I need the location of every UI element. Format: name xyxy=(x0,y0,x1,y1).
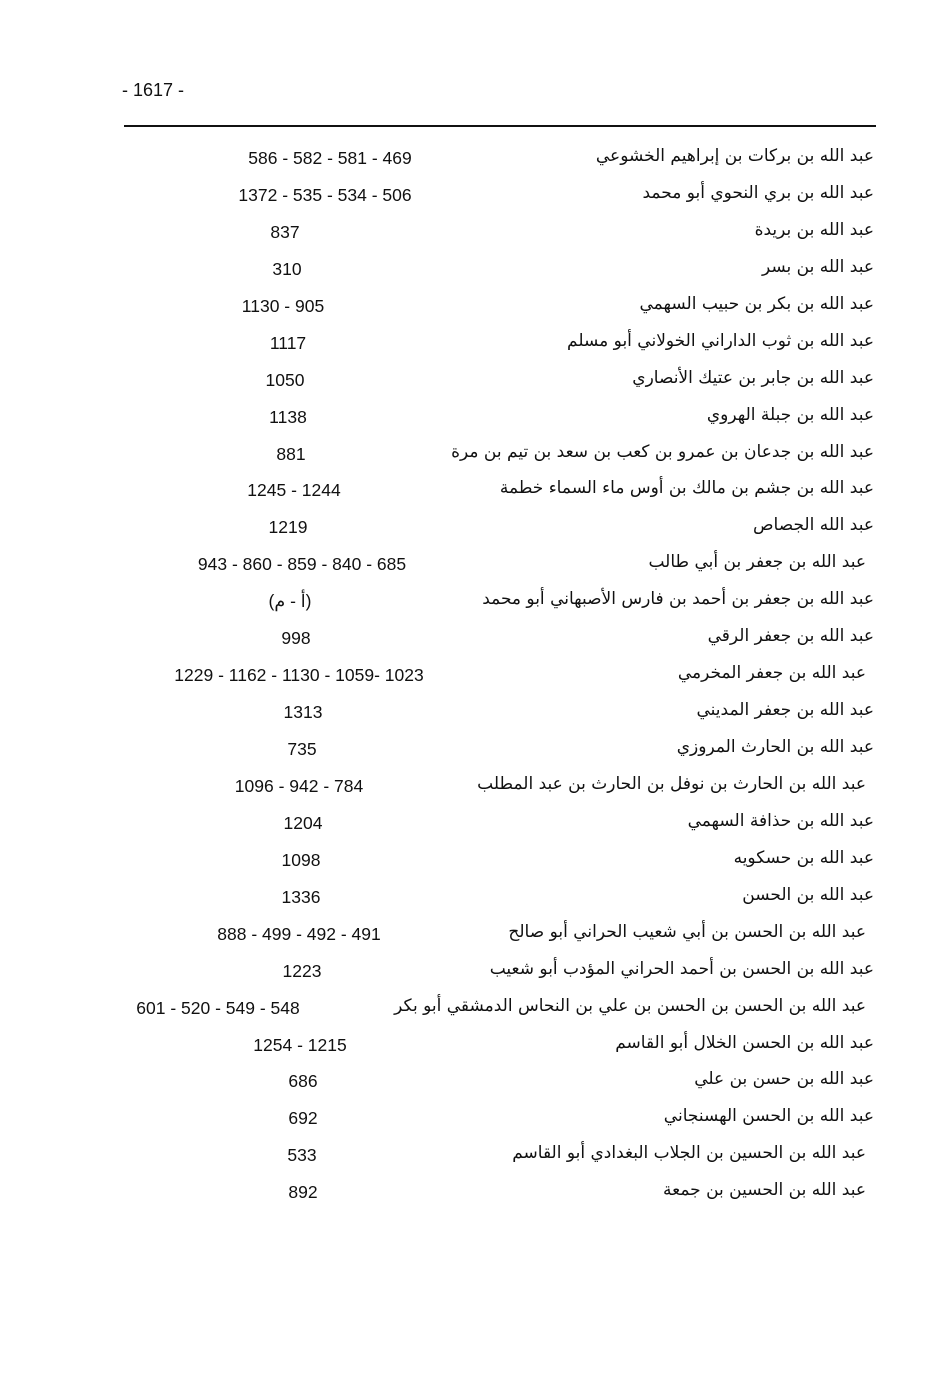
index-entry xyxy=(0,583,950,620)
entry-pages: 1050 xyxy=(265,369,305,390)
entry-name: عبد الله بن حسكويه xyxy=(733,847,874,868)
entry-name: عبد الله بن حسن بن علي xyxy=(694,1069,874,1090)
index-entry xyxy=(0,657,950,694)
entry-name: عبد الله بن الحسن xyxy=(742,884,874,905)
entry-pages: 735 xyxy=(287,739,317,759)
entry-pages: 1336 xyxy=(281,886,321,907)
entry-pages: 943 - 860 - 859 - 840 - 685 xyxy=(197,554,407,575)
entry-name: عبد الله بن الحسين بن جمعة xyxy=(663,1180,866,1201)
entry-pages: 998 xyxy=(281,628,311,649)
entry-pages: 1254 - 1215 xyxy=(253,1034,347,1055)
entry-pages: 1245 - 1244 xyxy=(247,480,341,501)
entry-pages: 692 xyxy=(288,1108,318,1129)
index-entry xyxy=(0,990,950,1027)
index-entry xyxy=(0,953,950,990)
entry-name: عبد الله بن جبلة الهروي xyxy=(706,404,874,425)
entry-name: عبد الله بن الحسن بن أبي شعيب الحراني أبو صالح xyxy=(508,921,866,942)
entry-name: عبد الله بن بركات بن إبراهيم الخشوعي xyxy=(595,146,874,166)
index-entry xyxy=(0,177,950,214)
entry-pages: 1117 xyxy=(269,332,307,353)
index-entry xyxy=(0,768,950,805)
index-entry xyxy=(0,731,950,768)
entry-pages: 1138 xyxy=(269,406,307,427)
entry-pages: 601 - 520 - 549 - 548 xyxy=(136,997,300,1018)
entry-name: عبد الله بن حذافة السهمي xyxy=(687,810,874,831)
entry-name: عبد الله بن الحسن الخلال أبو القاسم xyxy=(615,1032,874,1053)
index-entry xyxy=(0,509,950,546)
entry-name: عبد الله بن بسر xyxy=(761,256,874,277)
index-entry xyxy=(0,472,950,509)
entry-pages: 1223 xyxy=(282,960,322,981)
index-entries xyxy=(0,140,950,1211)
entry-name: عبد الله بن جعفر بن أحمد بن فارس الأصبهاني أبو محمد xyxy=(482,589,874,610)
entry-name: عبد الله بن جدعان بن عمرو بن كعب بن سعد بن تيم بن مرة xyxy=(451,441,874,462)
entry-pages: 586 - 582 - 581 - 469 xyxy=(248,148,412,168)
index-entry xyxy=(0,842,950,879)
index-entry xyxy=(0,1174,950,1211)
index-entry xyxy=(0,140,950,177)
entry-name: عبد الله بن جشم بن مالك بن أوس ماء السماء خطمة xyxy=(499,478,874,499)
entry-name: عبد الله بن جعفر المخرمي xyxy=(677,663,866,684)
entry-pages: 892 xyxy=(288,1182,318,1203)
entry-pages: 686 xyxy=(288,1071,318,1092)
entry-pages: 1204 xyxy=(283,812,323,833)
entry-name: عبد الله بن الحارث بن نوفل بن الحارث بن عبد المطلب xyxy=(477,773,866,794)
entry-pages: 881 xyxy=(276,443,306,464)
entry-pages: 310 xyxy=(272,258,302,279)
entry-pages: 1229 - 1162 - 1130 - 1059- 1023 xyxy=(174,665,424,686)
entry-name: عبد الله بن جابر بن عتيك الأنصاري xyxy=(632,367,874,388)
entry-name: عبد الله بن الحسن بن أحمد الحراني المؤدب أبو شعيب xyxy=(489,958,874,979)
index-entry xyxy=(0,1063,950,1100)
entry-pages: 1130 - 905 xyxy=(241,295,325,316)
entry-name: عبد الله الجصاص xyxy=(752,515,874,536)
entry-name: عبد الله بن بري النحوي أبو محمد xyxy=(642,182,874,203)
entry-name: عبد الله بن بكر بن حبيب السهمي xyxy=(639,293,874,314)
index-entry xyxy=(0,694,950,731)
page-number: - 1617 - xyxy=(122,80,185,100)
index-entry xyxy=(0,399,950,436)
index-entry xyxy=(0,1137,950,1174)
index-entry xyxy=(0,362,950,399)
entry-pages: 1098 xyxy=(281,849,321,870)
entry-name: عبد الله بن جعفر المديني xyxy=(696,700,874,721)
index-entry xyxy=(0,251,950,288)
entry-pages: 1096 - 942 - 784 xyxy=(234,775,364,796)
entry-pages: 888 - 499 - 492 - 491 xyxy=(217,923,381,944)
header-rule xyxy=(124,125,876,127)
entry-name: عبد الله بن ثوب الداراني الخولاني أبو مسلم xyxy=(567,330,874,351)
entry-name: عبد الله بن الحسن بن الحسن بن علي بن النحاس الدمشقي أبو بكر xyxy=(394,995,866,1016)
entry-name: عبد الله بن الحسين بن الجلاب البغدادي أبو القاسم xyxy=(512,1143,866,1164)
entry-pages: 837 xyxy=(270,221,300,242)
entry-name: عبد الله بن بريدة xyxy=(754,219,874,240)
index-entry xyxy=(0,436,950,473)
index-entry xyxy=(0,916,950,953)
index-entry xyxy=(0,546,950,583)
entry-name: عبد الله بن الحسن الهسنجاني xyxy=(663,1106,874,1127)
entry-pages: 533 xyxy=(287,1145,317,1166)
index-entry xyxy=(0,214,950,251)
entry-name: عبد الله بن جعفر بن أبي طالب xyxy=(648,552,866,573)
index-entry xyxy=(0,1100,950,1137)
index-entry xyxy=(0,325,950,362)
entry-pages: 1219 xyxy=(268,517,308,538)
index-entry xyxy=(0,879,950,916)
index-entry xyxy=(0,1027,950,1064)
entry-pages: 1372 - 535 - 534 - 506 xyxy=(238,184,412,205)
entry-pages: 1313 xyxy=(283,702,323,723)
entry-name: عبد الله بن الحارث المروزي xyxy=(676,737,874,757)
index-entry xyxy=(0,288,950,325)
index-entry xyxy=(0,805,950,842)
entry-pages: (أ - م) xyxy=(268,591,312,612)
entry-name: عبد الله بن جعفر الرقي xyxy=(707,626,874,647)
index-entry xyxy=(0,620,950,657)
